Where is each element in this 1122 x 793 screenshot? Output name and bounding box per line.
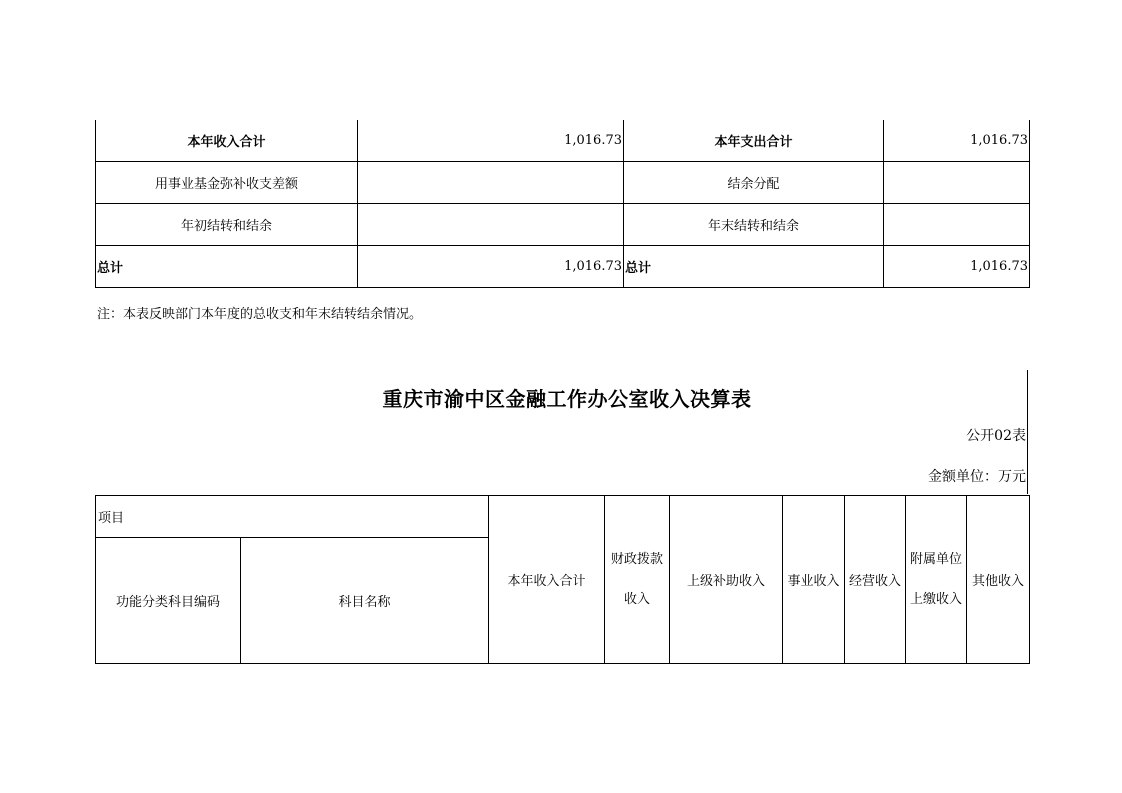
- row-label-total-expense: 本年支出合计: [624, 120, 884, 162]
- value-grand-total-left: 1,016.73: [358, 246, 624, 288]
- row-label-total-income: 本年收入合计: [96, 120, 358, 162]
- row-label-grand-total-left: 总计: [96, 246, 358, 288]
- value-total-income: 1,016.73: [358, 120, 624, 162]
- page-title: 重庆市渝中区金融工作办公室收入决算表: [382, 387, 752, 411]
- table-row: [96, 246, 1030, 288]
- header-subject-name: 科目名称: [241, 538, 489, 664]
- header-other-income: 其他收入: [967, 496, 1030, 664]
- table-row: [96, 204, 1030, 246]
- table-code: 公开02表: [966, 428, 1026, 444]
- header-function-code: 功能分类科目编码: [96, 538, 241, 664]
- header-fiscal-line2: 收入: [624, 591, 651, 607]
- header-affiliated-line1: 附属单位: [910, 551, 963, 567]
- header-total-income: 本年收入合计: [489, 496, 605, 664]
- row-label-fund-supplement: 用事业基金弥补收支差额: [96, 162, 358, 204]
- value-surplus-distribution: [884, 162, 1030, 204]
- row-label-surplus-distribution: 结余分配: [624, 162, 884, 204]
- value-fund-supplement: [358, 162, 624, 204]
- header-fiscal-appropriation: [605, 496, 670, 664]
- value-total-expense: 1,016.73: [884, 120, 1030, 162]
- income-table: [95, 495, 1030, 664]
- header-operating-income: 经营收入: [845, 496, 906, 664]
- header-fiscal-line1: 财政拨款: [611, 551, 664, 567]
- value-opening-balance: [358, 204, 624, 246]
- header-project: 项目: [96, 496, 489, 538]
- row-label-opening-balance: 年初结转和结余: [96, 204, 358, 246]
- amount-unit: 金额单位：万元: [928, 469, 1026, 485]
- header-affiliated-line2: 上缴收入: [910, 591, 963, 607]
- header-superior-subsidy: 上级补助收入: [670, 496, 783, 664]
- summary-table: [95, 120, 1030, 288]
- row-label-closing-balance: 年末结转和结余: [624, 204, 884, 246]
- table-row: [96, 162, 1030, 204]
- value-grand-total-right: 1,016.73: [884, 246, 1030, 288]
- table-note: 注：本表反映部门本年度的总收支和年末结转结余情况。: [97, 307, 423, 322]
- table-row: [96, 120, 1030, 162]
- table-header-row: [96, 496, 1030, 538]
- header-affiliated-income: [906, 496, 967, 664]
- row-label-grand-total-right: 总计: [624, 246, 884, 288]
- header-business-income: 事业收入: [783, 496, 845, 664]
- value-closing-balance: [884, 204, 1030, 246]
